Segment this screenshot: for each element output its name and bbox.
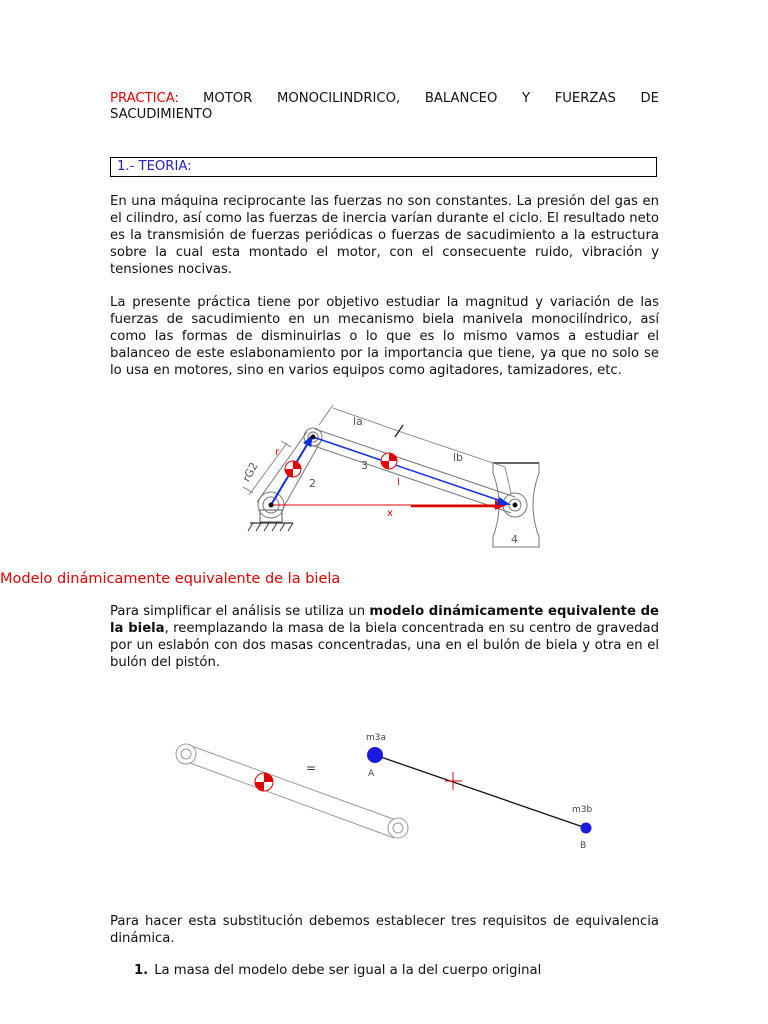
paragraph-requirements: Para hacer esta substitución debemos establecer tres requisitos de equivalencia dinámica. (110, 914, 659, 946)
label-x: x (387, 508, 393, 519)
label-point-b: B (580, 841, 587, 851)
para3-text-end: , reemplazando la masa de la biela concentrada en su centro de gravedad por un eslabón con dos masas concentradas, una en el bulón de biela y otra en el bulón del pistón. (110, 621, 659, 670)
mass-m3a-dot (367, 747, 383, 763)
cg-symbol-crank (285, 461, 301, 477)
piston-pin-dot (513, 503, 518, 508)
cg-symbol-rod (381, 453, 397, 469)
subheading-equivalent-model: Modelo dinámicamente equivalente de la biela (0, 571, 341, 587)
label-link-3: 3 (361, 459, 368, 472)
paragraph-objective: La presente práctica tiene por objetivo estudiar la magnitud y variación de las fuerzas de sacudimiento en un mecanismo biela manivela monocilíndrico, así como las formas de disminuirlas o lo que es lo mismo vamos a estudiar el balanceo de este eslabonamiento por la importancia que tiene, ya que no solo se lo usa en motores, sino en varios equipos como agitadores, tamizadores, etc. (110, 295, 659, 378)
label-lb: lb (453, 451, 464, 464)
section-heading-box (110, 157, 657, 177)
equivalent-model-figure (170, 728, 610, 852)
mass-m3b-dot (581, 823, 592, 834)
title-label: PRACTICA: (110, 91, 179, 106)
para3-bold-term: modelo dinámicamente equivalente de la biela (110, 604, 660, 636)
label-link-2: 2 (309, 477, 316, 490)
label-la: la (353, 415, 363, 428)
position-vectors (271, 434, 511, 505)
label-m3b: m3b (572, 805, 593, 815)
label-r: r (275, 447, 280, 458)
list-item-number: 1. (134, 963, 149, 978)
section-heading: 1.- TEORIA: (117, 159, 192, 174)
document-title (110, 91, 659, 123)
crank-pivot-dot (269, 503, 274, 508)
label-rg2: rG2 (239, 460, 261, 485)
label-m3a: m3a (366, 733, 387, 743)
equals-sign: = (306, 761, 317, 775)
slider-crank-figure (235, 405, 555, 555)
equivalent-link (375, 755, 586, 828)
cg-symbol-original-rod (255, 773, 273, 791)
list-item-text: La masa del modelo debe ser igual a la del cuerpo original (154, 963, 542, 978)
para3-text-start: Para simplificar el análisis se utiliza un (110, 604, 370, 619)
title-text: MOTOR MONOCILINDRICO, BALANCEO Y FUERZAS DE SACUDIMIENTO (110, 91, 659, 122)
crank-pin-dot (311, 435, 316, 440)
paragraph-model-description (110, 603, 659, 671)
list-item (134, 963, 541, 978)
label-point-a: A (368, 769, 375, 779)
label-l: l (397, 477, 400, 488)
paragraph-intro: En una máquina reciprocante las fuerzas no son constantes. La presión del gas en el cilindro, así como las fuerzas de inercia varían durante el ciclo. El resultado neto es la transmisión de fuerzas periódicas o fuerzas de sacudimiento a la estructura sobre la cual esta montado el motor, con el consecuente ruido, vibración y tensiones nocivas. (110, 194, 659, 277)
cg-cross-marker (445, 772, 462, 790)
label-link-4: 4 (511, 533, 518, 546)
